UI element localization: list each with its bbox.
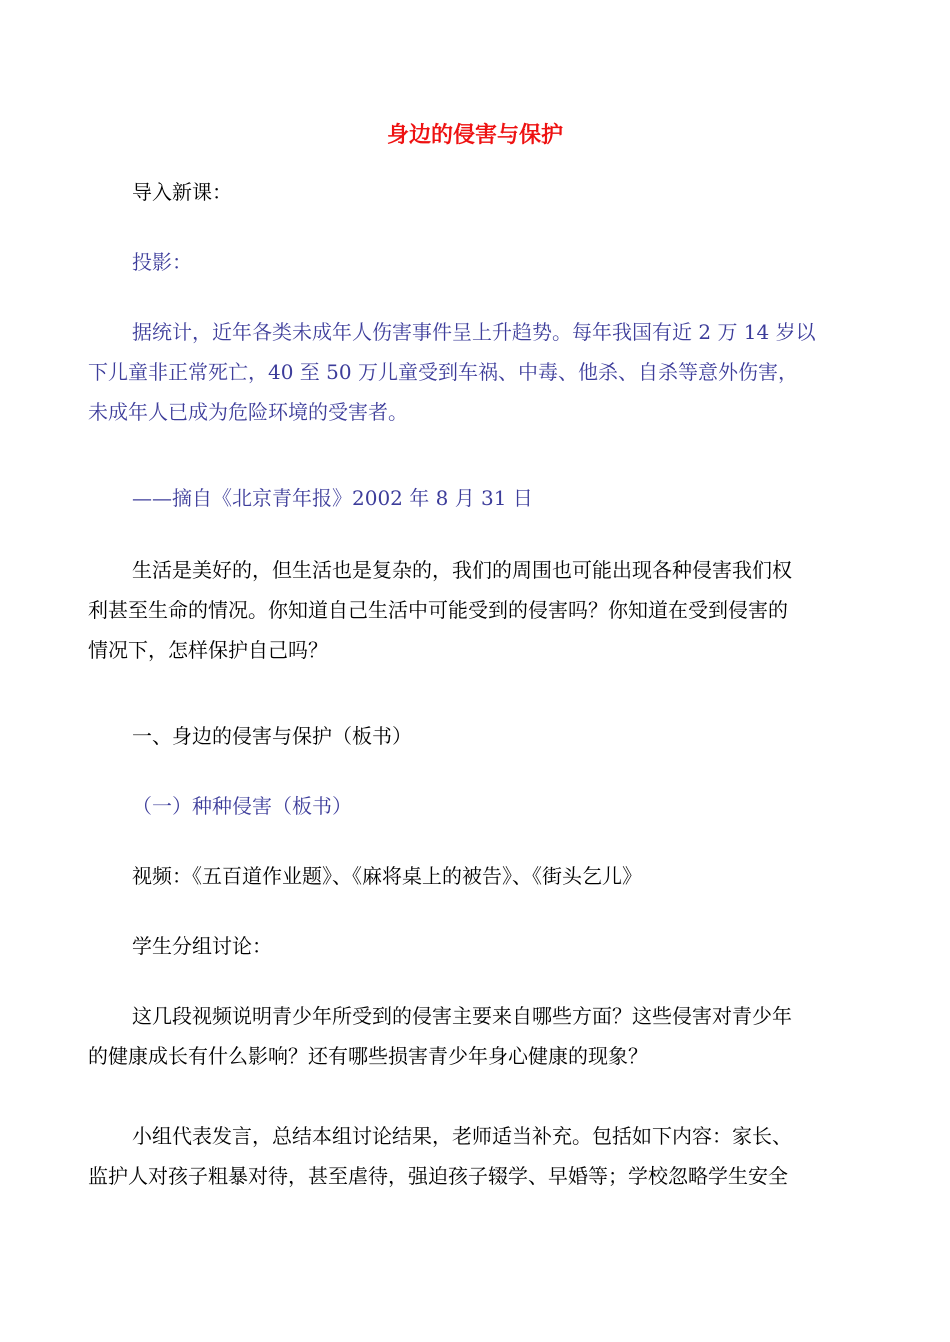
life-line: 情况下，怎样保护自己吗？: [88, 638, 328, 662]
source-citation: ——摘自《北京青年报》2002 年 8 月 31 日: [132, 486, 533, 510]
question-line: 这几段视频说明青少年所受到的侵害主要来自哪些方面？这些侵害对青少年: [132, 1004, 792, 1028]
question-paragraph: [88, 996, 868, 1076]
question-line: 的健康成长有什么影响？还有哪些损害青少年身心健康的现象？: [88, 1044, 648, 1068]
group-discussion-heading: 学生分组讨论：: [132, 934, 272, 958]
section-one-heading: 一、身边的侵害与保护（板书）: [132, 724, 412, 748]
statistics-line: 下儿童非正常死亡，40 至 50 万儿童受到车祸、中毒、他杀、自杀等意外伤害，: [88, 360, 798, 384]
subsection-one-heading: （一）种种侵害（板书）: [132, 794, 352, 818]
summary-paragraph: [88, 1116, 868, 1196]
life-line: 生活是美好的，但生活也是复杂的，我们的周围也可能出现各种侵害我们权: [132, 558, 792, 582]
statistics-paragraph: [88, 312, 868, 432]
statistics-line: 据统计，近年各类未成年人伤害事件呈上升趋势。每年我国有近 2 万 14 岁以: [132, 320, 816, 344]
life-line: 利甚至生命的情况。你知道自己生活中可能受到的侵害吗？你知道在受到侵害的: [88, 598, 788, 622]
projection-heading: 投影：: [132, 250, 192, 274]
statistics-line: 未成年人已成为危险环境的受害者。: [88, 400, 408, 424]
summary-line: 小组代表发言，总结本组讨论结果，老师适当补充。包括如下内容：家长、: [132, 1124, 792, 1148]
videos-line: 视频：《五百道作业题》、《麻将桌上的被告》、《街头乞儿》: [132, 864, 642, 888]
intro-heading: 导入新课：: [132, 180, 232, 204]
life-paragraph: [88, 550, 868, 670]
document-title: 身边的侵害与保护: [386, 123, 563, 148]
summary-line: 监护人对孩子粗暴对待，甚至虐待，强迫孩子辍学、早婚等；学校忽略学生安全: [88, 1164, 788, 1188]
